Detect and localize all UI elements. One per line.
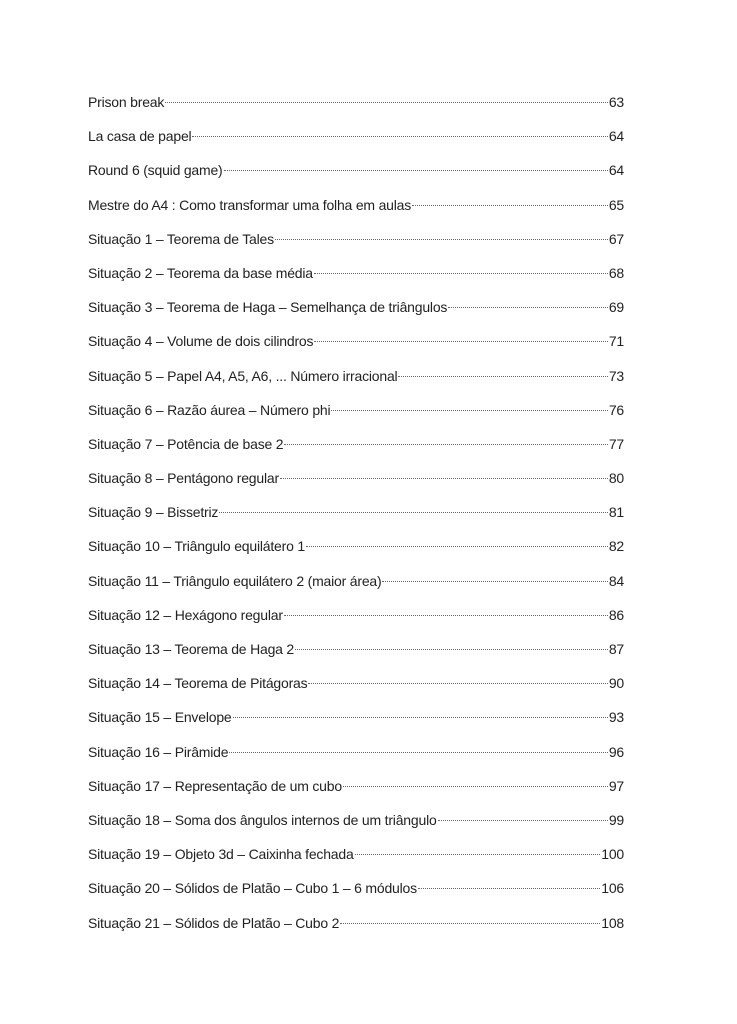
dot-leader <box>331 410 607 411</box>
dot-leader <box>355 854 601 855</box>
toc-entry[interactable] <box>88 326 624 360</box>
toc-entry-page-number: 84 <box>608 572 624 589</box>
toc-entry-page-number: 100 <box>601 846 624 863</box>
toc-entry[interactable] <box>88 224 624 258</box>
toc-entry-page-number: 80 <box>608 470 624 487</box>
toc-entry-page-number: 64 <box>608 162 624 179</box>
dot-leader <box>308 683 607 684</box>
toc-entry-page-number: 99 <box>608 811 624 828</box>
toc-entry[interactable] <box>88 600 624 634</box>
dot-leader <box>306 546 608 547</box>
toc-entry-title: Situação 11 – Triângulo equilátero 2 (maior área) <box>88 572 382 589</box>
dot-leader <box>448 307 608 308</box>
toc-entry[interactable] <box>88 805 624 839</box>
toc-entry[interactable] <box>88 908 624 942</box>
toc-entry-page-number: 71 <box>608 333 624 350</box>
toc-entry-title: Situação 16 – Pirâmide <box>88 743 229 760</box>
toc-entry-title: Situação 18 – Soma dos ângulos internos de um triângulo <box>88 811 437 828</box>
dot-leader <box>418 888 600 889</box>
toc-entry-title: Mestre do A4 : Como transformar uma folha em aulas <box>88 196 412 213</box>
dot-leader <box>165 102 608 103</box>
toc-entry-page-number: 97 <box>608 777 624 794</box>
dot-leader <box>398 376 607 377</box>
toc-entry-title: Situação 20 – Sólidos de Platão – Cubo 1 – 6 módulos <box>88 880 417 897</box>
toc-entry-title: Situação 14 – Teorema de Pitágoras <box>88 675 308 692</box>
dot-leader <box>229 752 607 753</box>
toc-entry[interactable] <box>88 566 624 600</box>
toc-entry-title: Situação 4 – Volume de dois cilindros <box>88 333 314 350</box>
table-of-contents <box>88 87 624 942</box>
toc-entry-page-number: 73 <box>608 367 624 384</box>
dot-leader <box>314 341 608 342</box>
toc-entry[interactable] <box>88 292 624 326</box>
toc-entry-title: Situação 15 – Envelope <box>88 709 232 726</box>
toc-entry-title: Situação 19 – Objeto 3d – Caixinha fechada <box>88 846 354 863</box>
toc-entry-page-number: 64 <box>608 128 624 145</box>
toc-entry[interactable] <box>88 873 624 907</box>
toc-entry-title: La casa de papel <box>88 128 192 145</box>
toc-entry-page-number: 106 <box>601 880 624 897</box>
toc-entry[interactable] <box>88 361 624 395</box>
dot-leader <box>314 273 608 274</box>
toc-entry-title: Situação 6 – Razão áurea – Número phi <box>88 401 331 418</box>
toc-entry[interactable] <box>88 668 624 702</box>
toc-entry-page-number: 76 <box>608 401 624 418</box>
dot-leader <box>382 581 607 582</box>
dot-leader <box>219 512 608 513</box>
dot-leader <box>233 717 608 718</box>
toc-entry-title: Situação 8 – Pentágono regular <box>88 470 279 487</box>
toc-entry[interactable] <box>88 463 624 497</box>
toc-entry[interactable] <box>88 497 624 531</box>
toc-entry[interactable] <box>88 87 624 121</box>
toc-entry-title: Situação 1 – Teorema de Tales <box>88 230 274 247</box>
dot-leader <box>275 239 608 240</box>
toc-entry-page-number: 81 <box>608 504 624 521</box>
dot-leader <box>412 205 608 206</box>
toc-entry-page-number: 77 <box>608 435 624 452</box>
toc-entry-page-number: 86 <box>608 606 624 623</box>
toc-entry-title: Situação 3 – Teorema de Haga – Semelhança de triângulos <box>88 299 448 316</box>
toc-entry[interactable] <box>88 190 624 224</box>
toc-entry-title: Situação 10 – Triângulo equilátero 1 <box>88 538 305 555</box>
dot-leader <box>343 786 608 787</box>
toc-entry[interactable] <box>88 702 624 736</box>
dot-leader <box>340 923 600 924</box>
toc-entry-page-number: 68 <box>608 264 624 281</box>
toc-entry[interactable] <box>88 429 624 463</box>
toc-entry-title: Situação 13 – Teorema de Haga 2 <box>88 641 295 657</box>
toc-entry-page-number: 87 <box>608 641 624 657</box>
toc-entry-page-number: 69 <box>608 299 624 316</box>
toc-entry-page-number: 90 <box>608 675 624 692</box>
toc-entry-page-number: 63 <box>608 94 624 110</box>
toc-entry[interactable] <box>88 737 624 771</box>
dot-leader <box>284 444 607 445</box>
toc-entry-title: Round 6 (squid game) <box>88 162 223 179</box>
toc-entry[interactable] <box>88 839 624 873</box>
toc-entry[interactable] <box>88 155 624 189</box>
toc-entry-page-number: 93 <box>608 709 624 726</box>
toc-entry[interactable] <box>88 771 624 805</box>
toc-entry[interactable] <box>88 395 624 429</box>
dot-leader <box>438 820 608 821</box>
toc-entry-title: Situação 21 – Sólidos de Platão – Cubo 2 <box>88 914 340 931</box>
dot-leader <box>192 136 607 137</box>
toc-entry[interactable] <box>88 531 624 565</box>
dot-leader <box>295 649 608 650</box>
toc-entry-title: Situação 5 – Papel A4, A5, A6, ... Número irracional <box>88 367 398 384</box>
toc-entry-page-number: 108 <box>601 914 624 931</box>
toc-entry[interactable] <box>88 121 624 155</box>
toc-entry-page-number: 65 <box>608 196 624 213</box>
toc-entry-page-number: 67 <box>608 230 624 247</box>
dot-leader <box>224 170 608 171</box>
dot-leader <box>280 478 608 479</box>
toc-entry-title: Prison break <box>88 94 165 110</box>
toc-entry-page-number: 82 <box>608 538 624 555</box>
toc-entry-title: Situação 12 – Hexágono regular <box>88 606 283 623</box>
toc-entry-title: Situação 2 – Teorema da base média <box>88 264 313 281</box>
toc-entry-title: Situação 9 – Bissetriz <box>88 504 219 521</box>
dot-leader <box>284 615 608 616</box>
toc-entry[interactable] <box>88 634 624 668</box>
toc-entry-title: Situação 7 – Potência de base 2 <box>88 435 284 452</box>
toc-entry[interactable] <box>88 258 624 292</box>
toc-entry-title: Situação 17 – Representação de um cubo <box>88 777 342 794</box>
toc-entry-page-number: 96 <box>608 743 624 760</box>
